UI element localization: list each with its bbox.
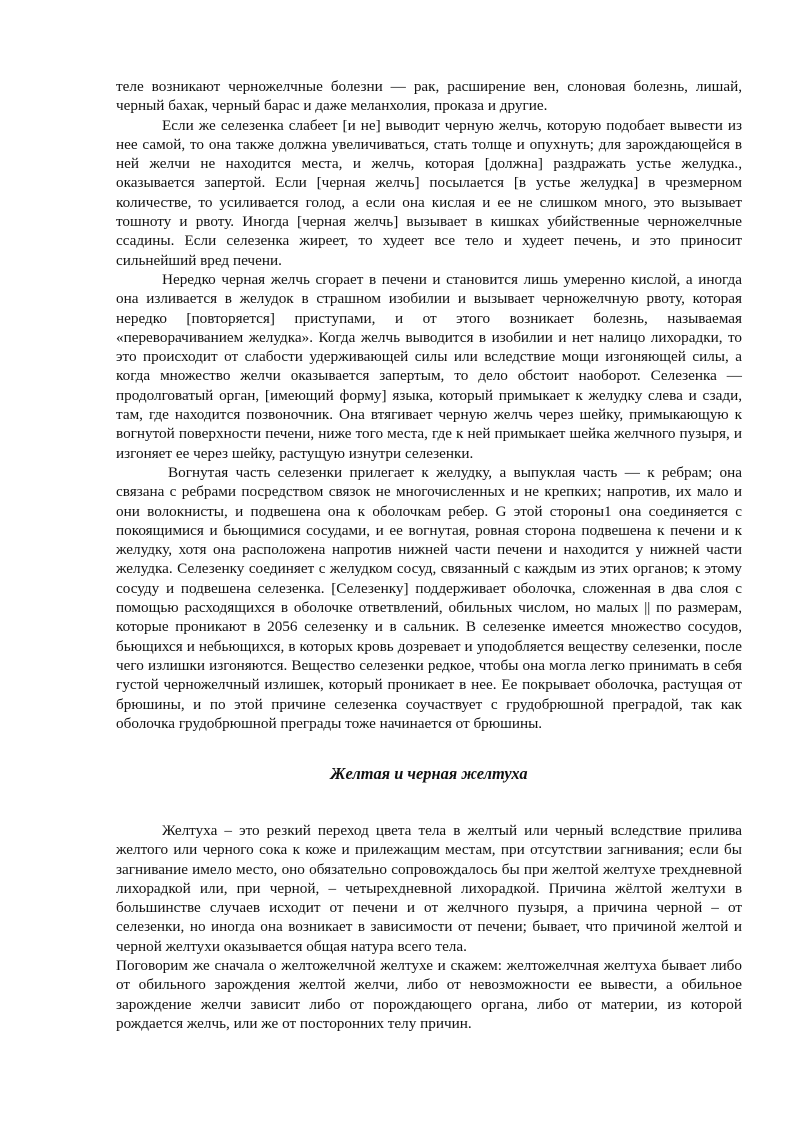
paragraph-spleen-weakness: Если же селезенка слабеет [и не] выводит черную желчь, которую подобает вывести из нее самой, то она также должна увеличиваться, стать толще и опухнуть; для зарождающейся в ней желчи не находится места, и желчь, которая [должна] раздражать устье желудка., оказывается запертой. Если [черная желчь] посылается [в устье желудка] в чрезмерном количестве, то усиливается голод, а если она кислая и ее не слишком много, это вызывает тошноту и рвоту. Иногда [черная желчь] вызывает в кишках убийственные черножелчные ссадины. Если селезенка жиреет, то худеет все тело и худеет печень, и это приносит сильнейший вред печени. [116,116,742,269]
text-block-bottom [116,821,742,1033]
section-heading: Желтая и черная желтуха [330,764,528,783]
paragraph-yellow-jaundice: Поговорим же сначала о желтожелчной желтухе и скажем: желтожелчная желтуха бывает либо от обильного зарождения желтой желчи, либо от невозможности ее вывести, а обильное зарождение желчи зависит либо от порождающего органа, либо от материи, из которой рождается желчь, или же от посторонних телу причин. [116,957,742,1032]
text-block-top [116,77,742,733]
paragraph-jaundice-definition: Желтуха – это резкий переход цвета тела в желтый или черный вследствие прилива желтого или черного сока к коже и прилежащим местам, при отсутствии загнивания; если бы загнивание имело место, оно обязательно сопровождалось бы при желтой желтухе трехдневной лихорадкой или, при черной, – четырехдневной лихорадкой. Причина жёлтой желтухи в большинстве случаев исходит от печени и от желчного пузыря, а причина черной – от селезенки, но иногда она возникает в зависимости от печени; бывает, что причиной желтой и черной желтухи оказывается общая натура всего тела. [116,822,742,955]
paragraph-spleen-anatomy: Вогнутая часть селезенки прилегает к желудку, а выпуклая часть — к ребрам; она связана с ребрами посредством связок не многочисленных и не крепких; напротив, их мало и они волокнисты, и подвешена она к оболочкам ребер. G этой стороны1 она соединяется с покоящимися и бьющимися сосудами, и ее вогнутая, ровная сторона подвешена к печени и к желудку, хотя она расположена напротив нижней части печени и находится у нижней части желудка. Селезенку соединяет с желудком сосуд, связанный с каждым из этих органов; к этому сосуду и подвешена селезенка. [Селезенку] поддерживает оболочка, сложенная в два слоя с помощью расходящихся в оболочке ответвлений, обильных числом, но малых || по размерам, которые проникают в 2056 селезенку и в сальник. В селезенке имеется множество сосудов, бьющихся и небьющихся, в которых кровь дозревает и уподобляется веществу селезенки, после чего излишки изгоняются. Вещество селезенки редкое, чтобы она могла легко принимать в себя густой черножелчный излишек, который проникает в нее. Ее покрывает оболочка, растущая от брюшины, и по этой причине селезенка соучаствует с грудобрюшной преградой, так как оболочка грудобрюшной преграды тоже начинается от брюшины. [116,463,742,732]
paragraph-continuation: теле возникают черножелчные болезни — рак, расширение вен, слоновая болезнь, лишай, черный бахак, черный барас и даже меланхолия, проказа и другие. [116,78,742,115]
paragraph-black-bile: Нередко черная желчь сгорает в печени и становится лишь умеренно кислой, а иногда она изливается в желудок в страшном изобилии и вызывает черножелчную рвоту, которая нередко [повторяется] приступами, и от этого возникает болезнь, называемая «переворачиванием желудка». Когда желчь выводится в изобилии и нет налицо лихорадки, то это происходит от слабости удерживающей силы или вследствие мощи изгоняющей силы, а когда множество желчи оказывается запертым, то дело обстоит наоборот. Селезенка — продолговатый орган, [имеющий форму] языка, который примыкает к желудку слева и сзади, там, где находится позвоночник. Она втягивает черную желчь через шейку, примыкающую к вогнутой поверхности печени, ниже того места, где к ней примыкает шейка желчного пузыря, и изгоняет ее через шейку, растущую изнутри селезенки. [116,270,742,462]
